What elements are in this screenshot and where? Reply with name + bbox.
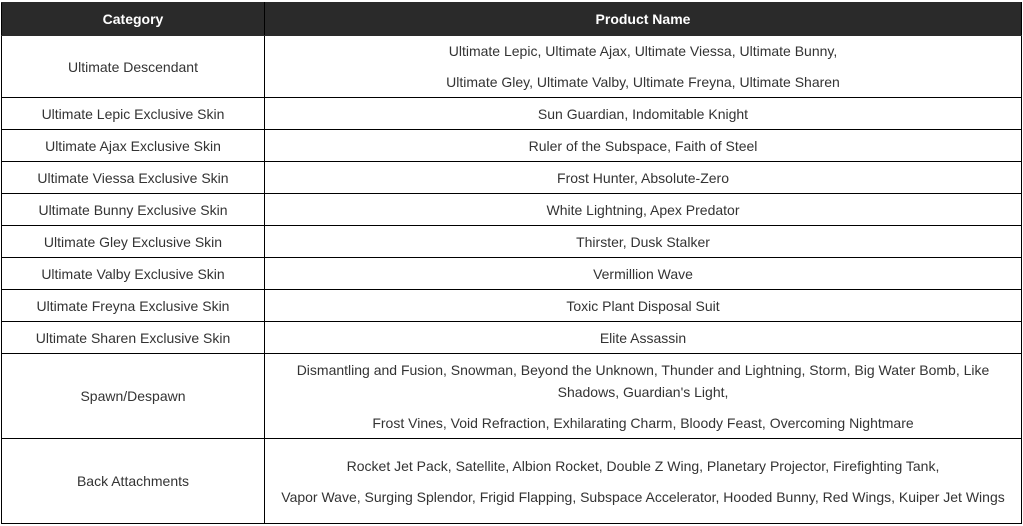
header-row — [2, 3, 1022, 36]
product-line: Ultimate Lepic, Ultimate Ajax, Ultimate Viessa, Ultimate Bunny, — [448, 43, 838, 59]
product-line: Toxic Plant Disposal Suit — [566, 297, 720, 314]
product-cell — [265, 130, 1022, 162]
product-cell — [265, 354, 1022, 439]
table-row — [2, 162, 1022, 194]
category-cell: Ultimate Descendant — [2, 36, 265, 98]
product-line: Vermillion Wave — [593, 265, 693, 282]
product-line: Frost Hunter, Absolute-Zero — [557, 169, 729, 186]
category-cell: Ultimate Gley Exclusive Skin — [2, 226, 265, 258]
table-row — [2, 194, 1022, 226]
product-cell — [265, 322, 1022, 354]
product-line: Dismantling and Fusion, Snowman, Beyond the Unknown, Thunder and Lightning, Storm, Big Water Bomb, Like Shadows, Guardian's Light, — [296, 361, 990, 400]
product-line: Frost Vines, Void Refraction, Exhilarating Charm, Bloody Feast, Overcoming Nightmare — [372, 414, 914, 431]
product-table — [1, 2, 1022, 524]
product-line: Rocket Jet Pack, Satellite, Albion Rocket, Double Z Wing, Planetary Projector, Firefighting Tank, — [346, 457, 940, 474]
product-line: Vapor Wave, Surging Splendor, Frigid Flapping, Subspace Accelerator, Hooded Bunny, Red Wings, Kuiper Jet Wings — [281, 488, 1005, 505]
category-cell: Ultimate Ajax Exclusive Skin — [2, 130, 265, 162]
product-cell — [265, 194, 1022, 226]
product-line: Sun Guardian, Indomitable Knight — [537, 105, 749, 122]
product-line: Ultimate Gley, Ultimate Valby, Ultimate Freyna, Ultimate Sharen — [446, 74, 840, 90]
table-row — [2, 258, 1022, 290]
category-cell: Ultimate Freyna Exclusive Skin — [2, 290, 265, 322]
category-cell: Ultimate Viessa Exclusive Skin — [2, 162, 265, 194]
table-row — [2, 290, 1022, 322]
product-cell — [265, 162, 1022, 194]
header-product-name: Product Name — [265, 3, 1022, 36]
table-row — [2, 36, 1022, 98]
category-cell: Back Attachments — [2, 439, 265, 524]
table-row — [2, 98, 1022, 130]
category-cell: Ultimate Lepic Exclusive Skin — [2, 98, 265, 130]
table-row — [2, 439, 1022, 524]
table-row — [2, 322, 1022, 354]
header-category: Category — [2, 3, 265, 36]
product-line: Elite Assassin — [599, 329, 687, 346]
product-cell — [265, 290, 1022, 322]
category-cell: Ultimate Valby Exclusive Skin — [2, 258, 265, 290]
product-line: White Lightning, Apex Predator — [546, 201, 740, 218]
product-cell — [265, 36, 1022, 98]
table-row — [2, 354, 1022, 439]
product-line: Ruler of the Subspace, Faith of Steel — [528, 137, 758, 154]
product-cell — [265, 258, 1022, 290]
product-cell — [265, 226, 1022, 258]
product-cell — [265, 98, 1022, 130]
category-cell: Ultimate Bunny Exclusive Skin — [2, 194, 265, 226]
table-row — [2, 226, 1022, 258]
category-cell: Spawn/Despawn — [2, 354, 265, 439]
category-cell: Ultimate Sharen Exclusive Skin — [2, 322, 265, 354]
product-line: Thirster, Dusk Stalker — [576, 233, 710, 250]
product-cell — [265, 439, 1022, 524]
table-row — [2, 130, 1022, 162]
